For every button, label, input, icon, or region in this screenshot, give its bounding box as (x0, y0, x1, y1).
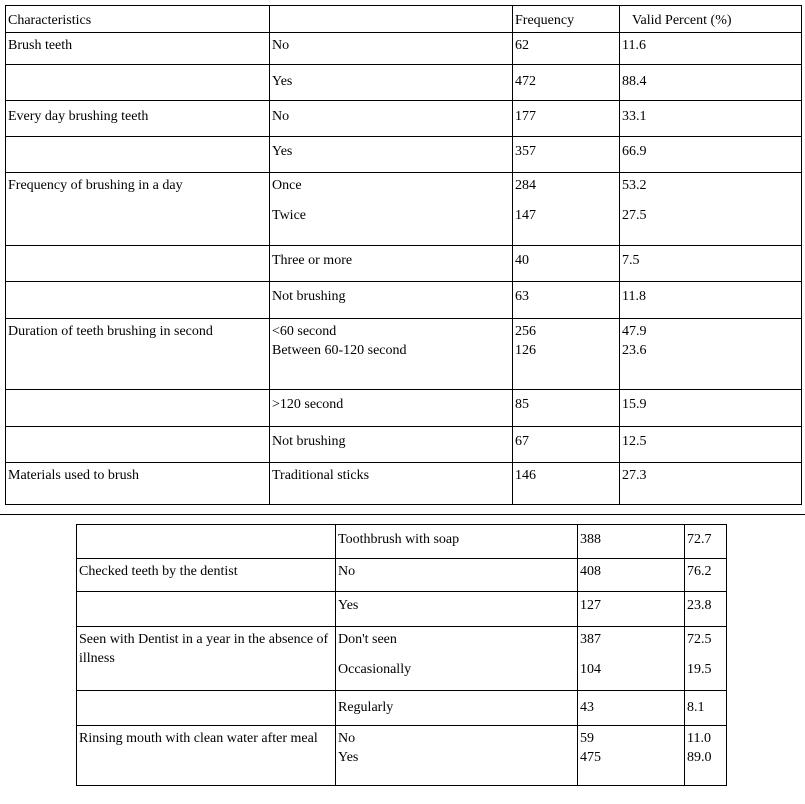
category-cell: Toothbrush with soap (336, 525, 578, 559)
table-row (6, 319, 802, 390)
frequency-line: 284 (515, 178, 536, 193)
characteristic-cell: Checked teeth by the dentist (77, 559, 336, 592)
category-line: No (338, 731, 356, 746)
category-cell: No (270, 101, 513, 137)
header-valid-percent: Valid Percent (%) (620, 6, 802, 33)
characteristic-cell: Materials used to brush (6, 463, 270, 505)
characteristic-cell: Duration of teeth brushing in second (6, 319, 270, 390)
frequency-cell: 408 (578, 559, 685, 592)
characteristic-cell (6, 390, 270, 427)
percent-cell (620, 173, 802, 246)
percent-cell: 11.8 (620, 282, 802, 319)
category-line: Between 60-120 second (272, 343, 407, 358)
percent-cell: 15.9 (620, 390, 802, 427)
percent-line: 19.5 (687, 662, 712, 677)
percent-cell: 7.5 (620, 246, 802, 282)
category-cell: Not brushing (270, 427, 513, 463)
characteristic-cell (77, 592, 336, 627)
frequency-cell: 146 (513, 463, 620, 505)
category-cell (270, 173, 513, 246)
table-row (6, 246, 802, 282)
frequency-line: 59 (580, 731, 594, 746)
frequency-cell: 177 (513, 101, 620, 137)
percent-cell: 76.2 (685, 559, 727, 592)
characteristic-cell: Seen with Dentist in a year in the absence of illness (77, 627, 336, 691)
characteristic-cell (6, 65, 270, 101)
category-cell: Traditional sticks (270, 463, 513, 505)
percent-cell: 12.5 (620, 427, 802, 463)
characteristic-cell: Rinsing mouth with clean water after meal (77, 726, 336, 786)
header-category (270, 6, 513, 33)
category-cell (336, 627, 578, 691)
header-frequency: Frequency (513, 6, 620, 33)
frequency-cell: 62 (513, 33, 620, 65)
category-line: Once (272, 178, 302, 193)
frequency-line: 256 (515, 324, 536, 339)
percent-cell (685, 726, 727, 786)
frequency-cell (513, 319, 620, 390)
category-line: Occasionally (338, 662, 412, 677)
table-row (77, 525, 727, 559)
characteristic-cell (6, 427, 270, 463)
percent-cell: 8.1 (685, 691, 727, 726)
category-cell: Regularly (336, 691, 578, 726)
percent-line: 89.0 (687, 750, 712, 765)
percent-line: 47.9 (622, 324, 647, 339)
table-row (6, 173, 802, 246)
percent-cell (685, 627, 727, 691)
table-row (77, 726, 727, 786)
percent-cell: 23.8 (685, 592, 727, 627)
table-header-row (6, 6, 802, 33)
category-line: <60 second (272, 324, 337, 339)
frequency-line: 475 (580, 750, 601, 765)
category-cell (336, 726, 578, 786)
percent-line: 11.0 (687, 731, 711, 746)
frequency-cell: 40 (513, 246, 620, 282)
category-cell: Yes (270, 137, 513, 173)
percent-line: 27.5 (622, 208, 647, 223)
frequency-line: 126 (515, 343, 536, 358)
characteristic-cell (77, 691, 336, 726)
table-row (6, 33, 802, 65)
percent-cell: 33.1 (620, 101, 802, 137)
category-cell: No (336, 559, 578, 592)
category-cell: Yes (270, 65, 513, 101)
category-cell: No (270, 33, 513, 65)
percent-cell: 11.6 (620, 33, 802, 65)
table-row (77, 559, 727, 592)
frequency-cell: 43 (578, 691, 685, 726)
category-cell: Not brushing (270, 282, 513, 319)
frequency-cell: 63 (513, 282, 620, 319)
frequency-cell: 472 (513, 65, 620, 101)
characteristic-cell (6, 246, 270, 282)
frequency-cell (578, 726, 685, 786)
category-line: Yes (338, 750, 359, 765)
frequency-line: 387 (580, 632, 601, 647)
page-break-divider (0, 514, 805, 515)
percent-cell (620, 319, 802, 390)
header-characteristics: Characteristics (6, 6, 270, 33)
table-row (6, 390, 802, 427)
table-row (6, 282, 802, 319)
characteristic-cell (6, 282, 270, 319)
category-cell: >120 second (270, 390, 513, 427)
characteristic-cell: Brush teeth (6, 33, 270, 65)
table-row (77, 592, 727, 627)
category-line: Twice (272, 208, 307, 223)
frequency-cell: 357 (513, 137, 620, 173)
table-row (77, 691, 727, 726)
oral-hygiene-table-part-1 (5, 5, 802, 505)
frequency-cell: 85 (513, 390, 620, 427)
category-cell: Three or more (270, 246, 513, 282)
percent-cell: 72.7 (685, 525, 727, 559)
percent-line: 53.2 (622, 178, 647, 193)
characteristic-cell: Frequency of brushing in a day (6, 173, 270, 246)
table-row (6, 137, 802, 173)
frequency-line: 147 (515, 208, 536, 223)
category-cell: Yes (336, 592, 578, 627)
characteristic-cell (6, 137, 270, 173)
table-row (6, 101, 802, 137)
oral-hygiene-table-part-2 (76, 524, 727, 786)
table-row (6, 65, 802, 101)
frequency-cell: 67 (513, 427, 620, 463)
percent-cell: 27.3 (620, 463, 802, 505)
frequency-cell: 388 (578, 525, 685, 559)
table-row (6, 463, 802, 505)
frequency-cell (513, 173, 620, 246)
frequency-line: 104 (580, 662, 601, 677)
frequency-cell (578, 627, 685, 691)
category-line: Don't seen (338, 632, 397, 647)
table-row (6, 427, 802, 463)
characteristic-cell: Every day brushing teeth (6, 101, 270, 137)
percent-line: 23.6 (622, 343, 647, 358)
percent-cell: 88.4 (620, 65, 802, 101)
frequency-cell: 127 (578, 592, 685, 627)
percent-line: 72.5 (687, 632, 712, 647)
table-row (77, 627, 727, 691)
characteristic-cell (77, 525, 336, 559)
category-cell (270, 319, 513, 390)
percent-cell: 66.9 (620, 137, 802, 173)
